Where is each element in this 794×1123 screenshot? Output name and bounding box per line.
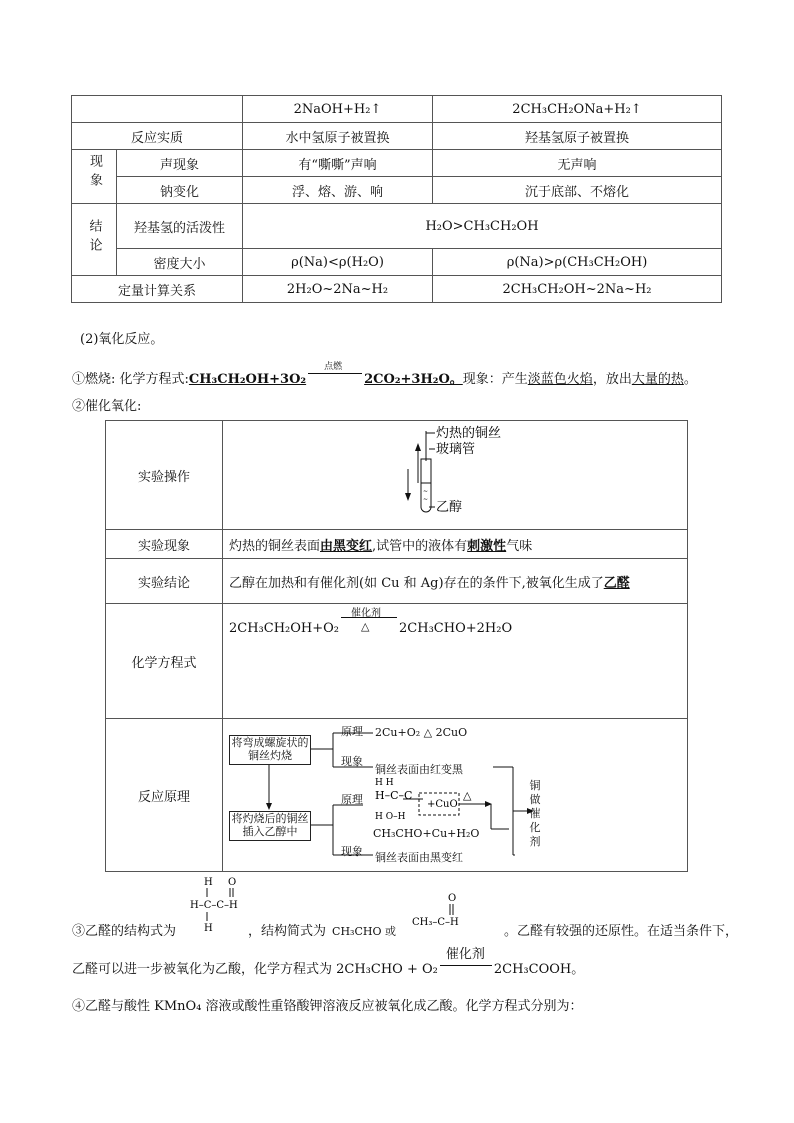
- group-label: [72, 204, 117, 276]
- phen-b: ,试管中的液体有: [372, 538, 468, 554]
- concl-a: 乙醇在加热和有催化剂(如 Cu 和 Ag)存在的条件下,被氧化生成了: [229, 575, 604, 591]
- line2-cat: 催化剂: [445, 947, 485, 962]
- group-label-text: 结论: [86, 218, 102, 257]
- apparatus-diagram: [223, 421, 687, 529]
- eq-cat: 催化剂: [351, 608, 382, 619]
- side-label: 铜做催化剂: [529, 779, 541, 848]
- svg-text:H: H: [204, 877, 213, 888]
- phen-cell: [223, 530, 688, 559]
- box-insert: 将灼烧后的铜丝插入乙醇中: [229, 811, 311, 841]
- row-label: 反应实质: [72, 123, 243, 150]
- concl-u: 乙醛: [603, 575, 630, 591]
- wire-label: 灼热的铜丝: [436, 426, 502, 441]
- phen-u1: 淡蓝色火焰: [527, 372, 593, 387]
- group-label-text: 现象: [87, 153, 102, 192]
- arrow-line: [341, 617, 397, 618]
- acetaldehyde-line2: [72, 947, 585, 977]
- svg-text:H O–H: H O–H: [375, 812, 406, 822]
- concl-label: 实验结论: [106, 559, 223, 604]
- box-burn: 将弯成螺旋状的铜丝灼烧: [229, 735, 311, 765]
- xianxiang1: 现象: [341, 755, 363, 768]
- eq-left: 2CH₃CH₂OH+O₂: [229, 621, 340, 636]
- catalytic-oxidation-table: [105, 420, 688, 872]
- svg-text:H H: H H: [375, 778, 394, 788]
- condition-label: 点燃: [324, 362, 343, 372]
- apparatus-cell: [223, 421, 688, 530]
- row-label: 定量计算关系: [72, 276, 243, 303]
- combustion-products: 2CO₂+3H₂O。: [364, 372, 463, 387]
- arrow-line: [440, 965, 492, 966]
- svg-text:H: H: [204, 923, 213, 934]
- res2: 铜丝表面由黑变红: [375, 851, 463, 864]
- row-label: 声现象: [117, 150, 243, 177]
- cell: 水中氢原子被置换: [243, 123, 433, 150]
- cell: 沉于底部、不熔化: [433, 177, 722, 204]
- phen-prefix: 现象：产生: [462, 372, 528, 387]
- eq-arrow: [339, 608, 399, 633]
- op-label: 实验操作: [106, 421, 223, 530]
- line2b: 2CH₃COOH。: [493, 962, 585, 977]
- svg-text:H–C–C–H: H–C–C–H: [190, 900, 238, 911]
- acet-mid: ，结构简式为: [248, 924, 327, 939]
- eq2-bottom: CH₃CHO+Cu+H₂O: [373, 827, 480, 840]
- mech-label: 反应原理: [106, 719, 223, 872]
- svg-text:~: ~: [423, 496, 429, 503]
- cell: 羟基氢原子被置换: [433, 123, 722, 150]
- phen-u2: 刺激性: [467, 538, 507, 554]
- row-label: 钠变化: [117, 177, 243, 204]
- phen-c: 气味: [506, 538, 533, 554]
- cell: 2CH₃CH₂ONa+H₂↑: [433, 96, 722, 123]
- svg-text:H–C–C: H–C–C: [375, 789, 413, 802]
- eq-cell: [223, 604, 688, 719]
- tube-label: 玻璃管: [436, 442, 476, 457]
- yuanli2: 原理: [341, 793, 363, 806]
- mech-diagram: [223, 719, 687, 871]
- eq-heat: △: [361, 620, 370, 633]
- cell: ρ(Na)<ρ(H₂O): [243, 249, 433, 276]
- phen-u2: 大量的热: [631, 372, 684, 387]
- phen-a: 灼热的铜丝表面: [229, 538, 321, 554]
- acetaldehyde-line1: [72, 920, 738, 939]
- mech-cell: [223, 719, 688, 872]
- combustion-line: [72, 362, 697, 387]
- svg-text:CH₃–C–H: CH₃–C–H: [412, 917, 459, 925]
- acet-suffix: 。乙醛有较强的还原性。在适当条件下，: [503, 924, 738, 939]
- cell: 有“嘶嘶”声响: [243, 150, 433, 177]
- acetaldehyde-condensed-formula: [410, 885, 490, 925]
- eq1: 2Cu+O₂ △ 2CuO: [375, 726, 468, 739]
- combustion-prefix: ①燃烧: 化学方程式:: [72, 372, 189, 387]
- cell: 2CH₃CH₂OH~2Na~H₂: [433, 276, 722, 303]
- svg-text:+CuO: +CuO: [427, 799, 458, 810]
- row-label: 密度大小: [117, 249, 243, 276]
- condition-arrow: [306, 362, 364, 383]
- ethanol-label: 乙醇: [436, 500, 463, 515]
- row-label: 羟基氢的活泼性: [117, 204, 243, 249]
- phen-mid: ，放出: [592, 372, 632, 387]
- combustion-reactants: CH₃CH₂OH+3O₂: [188, 372, 307, 387]
- phen-end: 。: [683, 372, 697, 387]
- cell: ρ(Na)>ρ(CH₃CH₂OH): [433, 249, 722, 276]
- eq-right: 2CH₃CHO+2H₂O: [399, 621, 513, 636]
- res1: 铜丝表面由红变黑: [375, 763, 463, 776]
- yuanli1: 原理: [341, 725, 363, 738]
- eq-label: 化学方程式: [106, 604, 223, 719]
- cell: H₂O>CH₃CH₂OH: [243, 204, 722, 249]
- cell: 无声响: [433, 150, 722, 177]
- catalytic-title: ②催化氧化:: [72, 399, 142, 414]
- svg-text:O: O: [228, 877, 237, 888]
- cell: 2NaOH+H₂↑: [243, 96, 433, 123]
- line2a: 乙醛可以进一步被氧化为乙酸，化学方程式为 2CH₃CHO + O₂: [72, 962, 438, 977]
- acet-prefix: ③乙醛的结构式为: [72, 924, 177, 939]
- concl-cell: [223, 559, 688, 604]
- section-heading: (2)氧化反应。: [80, 332, 164, 347]
- sodium-reaction-table: [71, 95, 722, 303]
- cell: 浮、熔、游、响: [243, 177, 433, 204]
- acet-simple: CH₃CHO 或: [332, 925, 396, 938]
- group-label: [72, 150, 117, 204]
- svg-text:O: O: [448, 893, 457, 904]
- acetaldehyde-structural-formula: [190, 873, 260, 935]
- phen-label: 实验现象: [106, 530, 223, 559]
- cell: 2H₂O~2Na~H₂: [243, 276, 433, 303]
- empty-cell: [72, 96, 243, 123]
- item4: ④乙醛与酸性 KMnO₄ 溶液或酸性重铬酸钾溶液反应被氧化成乙酸。化学方程式分别为：: [72, 999, 583, 1014]
- line2-arrow: [438, 947, 494, 973]
- arrow-line: [308, 373, 362, 374]
- phen-u1: 由黑变红: [320, 538, 373, 554]
- svg-text:△: △: [463, 789, 472, 802]
- xianxiang2: 现象: [341, 845, 363, 858]
- svg-text:~: ~: [423, 488, 429, 495]
